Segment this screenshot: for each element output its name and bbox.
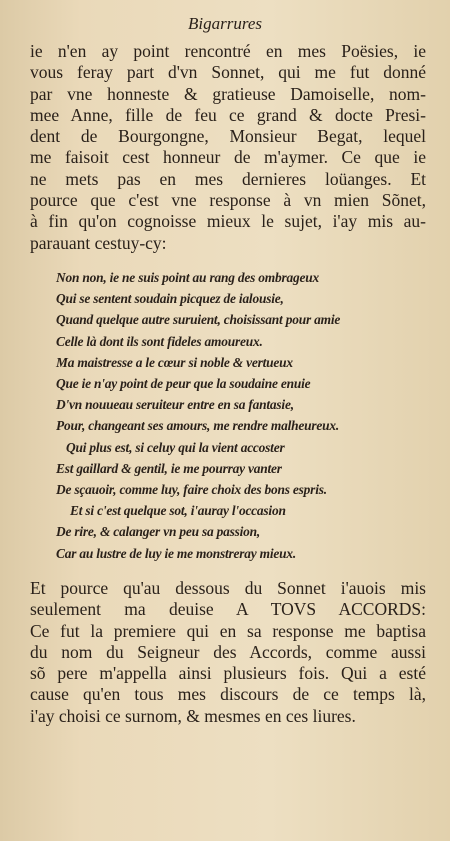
- sonnet-line: De sçauoir, comme luy, faire choix des bons espris.: [56, 482, 327, 498]
- sonnet-line: Ma maistresse a le cœur si noble & vertueux: [56, 354, 293, 370]
- intro-paragraph: [30, 41, 426, 254]
- sonnet-line: Celle là dont ils sont fideles amoureux.: [56, 333, 263, 349]
- sonnet-line: Et si c'est quelque sot, i'auray l'occasion: [70, 503, 286, 519]
- text-line: me faisoit cest honneur de m'aymer. Ce que ie: [30, 147, 426, 168]
- text-line: sõ pere m'appella ainsi plusieurs fois. Qui a esté: [30, 663, 426, 684]
- text-line: mee Anne, fille de feu ce grand & docte Presi-: [30, 104, 426, 125]
- text-line: dent de Bourgongne, Monsieur Begat, lequel: [30, 126, 426, 147]
- text-line: i'ay choisi ce surnom, & mesmes en ces liures.: [30, 705, 356, 726]
- text-line: pource que c'est vne response à vn mien Sõnet,: [30, 190, 426, 211]
- sonnet-line: Pour, changeant ses amours, me rendre malheureux.: [56, 418, 339, 434]
- sonnet-line: Non non, ie ne suis point au rang des ombrageux: [56, 270, 319, 285]
- sonnet-line: Qui plus est, si celuy qui la vient accoster: [66, 439, 285, 455]
- sonnet-line: Quand quelque autre suruient, choisissant pour amie: [56, 312, 341, 328]
- sonnet-line: De rire, & calanger vn peu sa passion,: [56, 524, 261, 540]
- text-line: seulement ma deuise A TOVS ACCORDS:: [30, 599, 426, 620]
- sonnet-line: Qui se sentent soudain picquez de ialousie,: [56, 291, 284, 307]
- text-line: par vne honneste & gratieuse Damoiselle, nom-: [30, 83, 426, 104]
- text-line: à fin qu'on cognoisse mieux le sujet, i'ay mis au-: [30, 211, 426, 232]
- text-line: du nom du Seigneur des Accords, comme aussi: [30, 641, 426, 662]
- text-line: Et pource qu'au dessous du Sonnet i'auois mis: [30, 578, 426, 598]
- sonnet-line: Que ie n'ay point de peur que la soudaine enuie: [56, 376, 311, 392]
- sonnet-line: Est gaillard & gentil, ie me pourray vanter: [56, 460, 282, 476]
- sonnet: [56, 267, 426, 564]
- text-line: parauant cestuy-cy:: [30, 232, 167, 253]
- sonnet-line: Car au lustre de luy ie me monstreray mieux.: [56, 545, 297, 561]
- text-line: Ce fut la premiere qui en sa response me baptisa: [30, 620, 426, 641]
- running-head: Bigarrures: [188, 14, 262, 33]
- text-line: ie n'en ay point rencontré en mes Poësies, ie: [30, 41, 426, 61]
- text-line: cause qu'en tous mes discours de ce temps là,: [30, 684, 426, 705]
- closing-paragraph: [30, 578, 426, 727]
- text-line: vous feray part d'vn Sonnet, qui me fut donné: [30, 62, 426, 83]
- text-line: ne mets pas en mes dernieres loüanges. Et: [30, 168, 426, 189]
- sonnet-line: D'vn nouueau seruiteur entre en sa fantasie,: [56, 397, 294, 413]
